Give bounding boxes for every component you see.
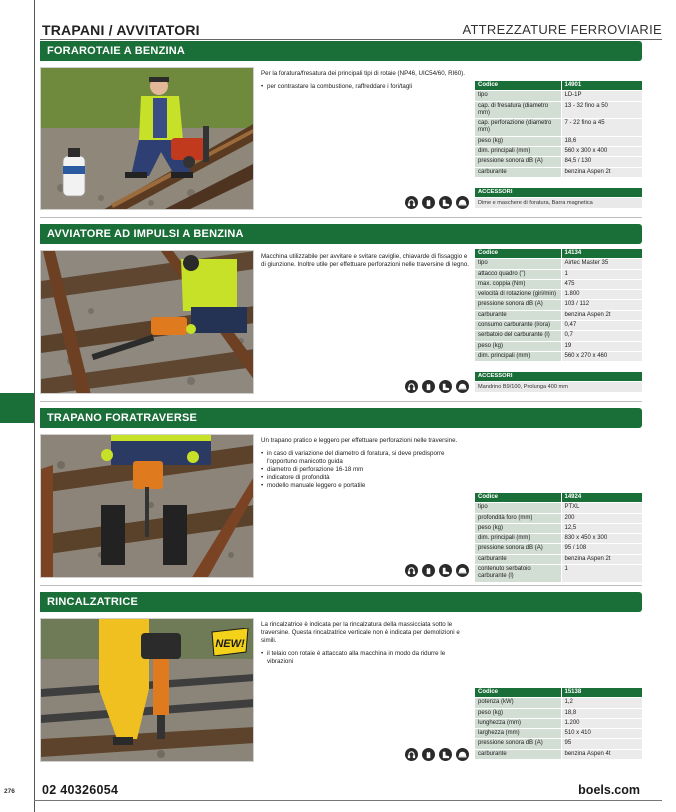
spec-row <box>475 136 642 146</box>
spec-row <box>475 167 642 177</box>
spec-row <box>475 698 642 708</box>
helmet-icon <box>456 748 469 761</box>
spec-row <box>475 259 642 269</box>
spec-row <box>475 513 642 523</box>
spec-value: 475 <box>561 279 642 289</box>
ear-protection-icon <box>405 564 418 577</box>
spec-row <box>475 341 642 351</box>
spec-table-forarotaie <box>475 81 642 178</box>
spec-value: 15138 <box>561 688 642 698</box>
spec-value: 84,5 / 130 <box>561 157 642 167</box>
spec-key: tipo <box>475 91 561 101</box>
spec-value: 95 <box>561 739 642 749</box>
description-avviatore <box>261 253 469 269</box>
section-header-avviatore: AVVIATORE AD IMPULSI A BENZINA <box>40 224 642 244</box>
page-number: 276 <box>4 788 15 795</box>
spec-key: Codice <box>475 493 561 503</box>
bullet-item: • modello manuale leggero e portatile <box>261 482 469 490</box>
description-rincalzatrice <box>261 621 469 666</box>
footer-website: boels.com <box>578 783 640 797</box>
section-header-trapano: TRAPANO FORATRAVERSE <box>40 408 642 428</box>
spec-key: consumo carburante (l/ora) <box>475 321 561 331</box>
bullet-item: • il telaio con rotaie è attaccato alla macchina in modo da ridurre le vibrazioni <box>261 650 469 666</box>
spec-key: tipo <box>475 259 561 269</box>
spec-key: pressione sonora dB (A) <box>475 157 561 167</box>
spec-key: lunghezza (mm) <box>475 718 561 728</box>
spec-key: max. coppia (Nm) <box>475 279 561 289</box>
spec-value: 1.800 <box>561 290 642 300</box>
spec-key: larghezza (mm) <box>475 729 561 739</box>
title-rule <box>40 39 662 40</box>
spec-row <box>475 718 642 728</box>
bullet-item: • in caso di variazione del diametro di foratura, si deve predisporre l'opportuno manicotto guida <box>261 450 469 466</box>
spec-value: benzina Aspen 4t <box>561 749 642 759</box>
spec-row <box>475 147 642 157</box>
spec-value: benzina Aspen 2t <box>561 167 642 177</box>
bullet-item: • indicatore di profondità <box>261 474 469 482</box>
spec-key: dim. principali (mm) <box>475 147 561 157</box>
section-separator <box>40 217 642 218</box>
new-badge-text: NEW! <box>215 638 245 650</box>
spec-row <box>475 534 642 544</box>
spec-value: PTXL <box>561 503 642 513</box>
spec-value: 7 - 22 fino a 45 <box>561 119 642 137</box>
spec-key: Codice <box>475 688 561 698</box>
spec-key: carburante <box>475 310 561 320</box>
spec-row <box>475 119 642 137</box>
spec-key: pressione sonora dB (A) <box>475 300 561 310</box>
bullet-item: • diametro di perforazione 16-18 mm <box>261 466 469 474</box>
spec-row <box>475 688 642 698</box>
spec-key: pressione sonora dB (A) <box>475 739 561 749</box>
spec-value: 19 <box>561 341 642 351</box>
footer-rule <box>34 800 662 801</box>
spec-row <box>475 708 642 718</box>
safety-icons <box>405 380 469 393</box>
spec-value: 1 <box>561 269 642 279</box>
spec-key: attacco quadro (") <box>475 269 561 279</box>
spec-row <box>475 331 642 341</box>
gloves-icon <box>422 748 435 761</box>
spec-row <box>475 249 642 259</box>
spec-row <box>475 279 642 289</box>
spec-value: 1,2 <box>561 698 642 708</box>
accessories-header: ACCESSORI <box>475 372 642 381</box>
safety-boots-icon <box>439 380 452 393</box>
spec-value: benzina Aspen 2t <box>561 554 642 564</box>
page-title: TRAPANI / AVVITATORI <box>42 22 200 38</box>
spec-value: 14901 <box>561 81 642 91</box>
spec-row <box>475 739 642 749</box>
spec-key: cap. di fresatura (diametro mm) <box>475 101 561 119</box>
chapter-tab <box>0 393 34 423</box>
accessories-header: ACCESSORI <box>475 188 642 197</box>
spec-value: 560 x 300 x 400 <box>561 147 642 157</box>
helmet-icon <box>456 564 469 577</box>
description-text: Per la foratura/fresatura dei principali tipi di rotaie (NP46, UIC54/60, RI60). <box>261 70 465 77</box>
spec-row <box>475 157 642 167</box>
spec-value: 14924 <box>561 493 642 503</box>
spec-key: peso (kg) <box>475 136 561 146</box>
spec-value: 95 / 108 <box>561 544 642 554</box>
helmet-icon <box>456 196 469 209</box>
spec-row <box>475 503 642 513</box>
description-text: Macchina utilizzabile per avvitare e svitare caviglie, chiavarde di fissaggio e di giunzione. Inoltre utile per effettuare perforazioni nelle traversine di legno. <box>261 253 469 269</box>
ear-protection-icon <box>405 748 418 761</box>
spec-value: 1 <box>561 565 642 583</box>
spec-row <box>475 290 642 300</box>
spec-row <box>475 729 642 739</box>
safety-boots-icon <box>439 748 452 761</box>
spec-value: 103 / 112 <box>561 300 642 310</box>
product-photo-trapano <box>40 434 254 578</box>
spec-value: 0,47 <box>561 321 642 331</box>
spec-key: pressione sonora dB (A) <box>475 544 561 554</box>
spec-key: dim. principali (mm) <box>475 534 561 544</box>
spec-value: 510 x 410 <box>561 729 642 739</box>
spec-row <box>475 351 642 361</box>
spec-value: 12,5 <box>561 523 642 533</box>
spec-row <box>475 493 642 503</box>
new-badge <box>210 628 250 656</box>
spec-value: 0,7 <box>561 331 642 341</box>
ear-protection-icon <box>405 196 418 209</box>
spec-row <box>475 565 642 583</box>
spec-value: 14134 <box>561 249 642 259</box>
spec-key: peso (kg) <box>475 341 561 351</box>
spec-value: 13 - 32 fino a 50 <box>561 101 642 119</box>
bullet-list <box>261 450 469 490</box>
gloves-icon <box>422 380 435 393</box>
spec-table-rincalzatrice <box>475 688 642 760</box>
gloves-icon <box>422 564 435 577</box>
spec-row <box>475 101 642 119</box>
spec-key: cap. perforazione (diametro mm) <box>475 119 561 137</box>
spec-value: 18,8 <box>561 708 642 718</box>
bullet-list <box>261 650 469 666</box>
footer-phone: 02 40326054 <box>42 783 119 797</box>
bullet-item: • per contrastare la combustione, raffreddare i fori/tagli <box>261 83 469 91</box>
ear-protection-icon <box>405 380 418 393</box>
safety-icons <box>405 564 469 577</box>
spec-key: profondità foro (mm) <box>475 513 561 523</box>
spec-table-avviatore <box>475 249 642 362</box>
helmet-icon <box>456 380 469 393</box>
spec-row <box>475 554 642 564</box>
product-photo-avviatore <box>40 250 254 394</box>
spec-key: Codice <box>475 81 561 91</box>
spec-value: 18,6 <box>561 136 642 146</box>
spec-key: Codice <box>475 249 561 259</box>
spec-key: carburante <box>475 749 561 759</box>
spec-row <box>475 321 642 331</box>
safety-boots-icon <box>439 564 452 577</box>
spec-value: 560 x 270 x 460 <box>561 351 642 361</box>
page-category: ATTREZZATURE FERROVIARIE <box>462 22 662 37</box>
spec-row <box>475 310 642 320</box>
spec-row <box>475 749 642 759</box>
accessories-text: Mandrino B9/100, Prolunga 400 mm <box>475 382 642 392</box>
spec-key: potenza (kW) <box>475 698 561 708</box>
spec-key: carburante <box>475 554 561 564</box>
spec-key: tipo <box>475 503 561 513</box>
description-forarotaie <box>261 70 469 91</box>
spec-key: peso (kg) <box>475 708 561 718</box>
spec-row <box>475 81 642 91</box>
safety-boots-icon <box>439 196 452 209</box>
safety-icons <box>405 748 469 761</box>
spec-value: LD-1P <box>561 91 642 101</box>
spec-key: carburante <box>475 167 561 177</box>
spec-row <box>475 91 642 101</box>
bullet-list <box>261 83 469 91</box>
spec-key: contenuto serbatoio carburante (l) <box>475 565 561 583</box>
spec-table-trapano <box>475 493 642 583</box>
gloves-icon <box>422 196 435 209</box>
spec-row <box>475 269 642 279</box>
left-margin-rule <box>34 0 35 812</box>
spec-row <box>475 544 642 554</box>
spec-value: Airtec Master 35 <box>561 259 642 269</box>
product-photo-forarotaie <box>40 67 254 210</box>
accessories-text: Dime e maschere di foratura, Barra magnetica <box>475 198 642 208</box>
spec-value: 830 x 450 x 300 <box>561 534 642 544</box>
spec-key: peso (kg) <box>475 523 561 533</box>
description-text: Un trapano pratico e leggero per effettuare perforazioni nelle traversine. <box>261 437 458 444</box>
section-separator <box>40 585 642 586</box>
spec-value: 1.200 <box>561 718 642 728</box>
spec-key: dim. principali (mm) <box>475 351 561 361</box>
spec-row <box>475 523 642 533</box>
description-text: La rincalzatrice è indicata per la rincalzatura della massicciata sotto le traversine. Questa rincalzatrice verticale non è indicata per demolizioni e simili. <box>261 621 460 645</box>
section-separator <box>40 401 642 402</box>
spec-key: serbatoio del carburante (l) <box>475 331 561 341</box>
section-header-rincalzatrice: RINCALZATRICE <box>40 592 642 612</box>
description-trapano <box>261 437 469 491</box>
spec-key: velocità di rotazione (giri/min) <box>475 290 561 300</box>
section-header-forarotaie: FORAROTAIE A BENZINA <box>40 41 642 61</box>
spec-row <box>475 300 642 310</box>
safety-icons <box>405 196 469 209</box>
spec-value: benzina Aspen 2t <box>561 310 642 320</box>
spec-value: 200 <box>561 513 642 523</box>
